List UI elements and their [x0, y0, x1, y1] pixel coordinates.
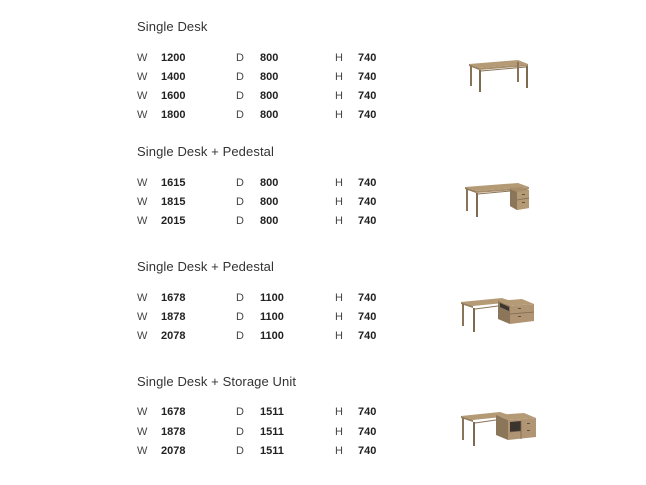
height-label: H — [335, 406, 343, 418]
desk-with-side-pedestal-illustration — [458, 295, 538, 335]
width-label: W — [137, 90, 148, 102]
width-value: 1878 — [161, 426, 186, 438]
section-title: Single Desk + Pedestal — [137, 144, 274, 159]
height-label: H — [335, 445, 343, 457]
height-value: 740 — [358, 109, 377, 121]
height-label: H — [335, 52, 343, 64]
height-label: H — [335, 109, 343, 121]
height-value: 740 — [358, 406, 377, 418]
height-label: H — [335, 177, 343, 189]
width-value: 1800 — [161, 109, 186, 121]
dimension-row — [0, 405, 646, 419]
width-value: 1678 — [161, 406, 186, 418]
height-label: H — [335, 196, 343, 208]
depth-value: 1100 — [260, 311, 284, 323]
section-title: Single Desk + Pedestal — [137, 259, 274, 274]
height-label: H — [335, 330, 343, 342]
width-value: 1815 — [161, 196, 186, 208]
height-label: H — [335, 426, 343, 438]
depth-label: D — [236, 292, 244, 304]
depth-value: 800 — [260, 71, 279, 83]
height-value: 740 — [358, 52, 377, 64]
height-label: H — [335, 215, 343, 227]
height-value: 740 — [358, 445, 377, 457]
single-desk-illustration — [466, 57, 532, 95]
dimension-row — [0, 214, 646, 228]
depth-label: D — [236, 90, 244, 102]
dimension-row — [0, 89, 646, 103]
depth-label: D — [236, 406, 244, 418]
depth-value: 800 — [260, 215, 279, 227]
dimension-row — [0, 195, 646, 209]
width-value: 1878 — [161, 311, 186, 323]
width-label: W — [137, 292, 148, 304]
width-value: 2078 — [161, 330, 186, 342]
dimension-row — [0, 444, 646, 458]
depth-label: D — [236, 445, 244, 457]
depth-label: D — [236, 330, 244, 342]
width-label: W — [137, 311, 148, 323]
height-label: H — [335, 71, 343, 83]
width-label: W — [137, 445, 148, 457]
height-value: 740 — [358, 215, 377, 227]
depth-label: D — [236, 177, 244, 189]
depth-label: D — [236, 426, 244, 438]
height-value: 740 — [358, 330, 377, 342]
height-label: H — [335, 292, 343, 304]
section-title: Single Desk + Storage Unit — [137, 374, 297, 389]
dimension-row — [0, 108, 646, 122]
height-value: 740 — [358, 311, 377, 323]
depth-value: 1100 — [260, 330, 284, 342]
width-label: W — [137, 426, 148, 438]
depth-value: 1511 — [260, 426, 284, 438]
height-label: H — [335, 311, 343, 323]
height-label: H — [335, 90, 343, 102]
depth-label: D — [236, 71, 244, 83]
width-value: 1400 — [161, 71, 186, 83]
width-value: 2078 — [161, 445, 186, 457]
depth-label: D — [236, 196, 244, 208]
dimension-row — [0, 291, 646, 305]
width-label: W — [137, 109, 148, 121]
width-label: W — [137, 177, 148, 189]
height-value: 740 — [358, 71, 377, 83]
width-label: W — [137, 71, 148, 83]
height-value: 740 — [358, 426, 377, 438]
height-value: 740 — [358, 196, 377, 208]
width-value: 1600 — [161, 90, 186, 102]
depth-value: 800 — [260, 52, 279, 64]
width-label: W — [137, 330, 148, 342]
depth-value: 800 — [260, 90, 279, 102]
depth-label: D — [236, 215, 244, 227]
height-value: 740 — [358, 292, 377, 304]
width-label: W — [137, 52, 148, 64]
desk-with-storage-unit-illustration — [458, 409, 540, 449]
height-value: 740 — [358, 90, 377, 102]
width-label: W — [137, 215, 148, 227]
width-value: 1200 — [161, 52, 186, 64]
depth-value: 1100 — [260, 292, 284, 304]
depth-value: 1511 — [260, 445, 284, 457]
depth-label: D — [236, 109, 244, 121]
width-value: 2015 — [161, 215, 186, 227]
depth-value: 800 — [260, 109, 279, 121]
dimension-row — [0, 176, 646, 190]
depth-label: D — [236, 52, 244, 64]
desk-with-pedestal-illustration — [462, 180, 534, 222]
depth-value: 800 — [260, 196, 279, 208]
dimension-row — [0, 425, 646, 439]
depth-value: 1511 — [260, 406, 284, 418]
dimension-row — [0, 70, 646, 84]
depth-label: D — [236, 311, 244, 323]
section-title: Single Desk — [137, 19, 208, 34]
width-value: 1678 — [161, 292, 186, 304]
dimension-row — [0, 329, 646, 343]
width-label: W — [137, 406, 148, 418]
dimension-row — [0, 51, 646, 65]
depth-value: 800 — [260, 177, 279, 189]
width-value: 1615 — [161, 177, 186, 189]
width-label: W — [137, 196, 148, 208]
dimension-row — [0, 310, 646, 324]
height-value: 740 — [358, 177, 377, 189]
